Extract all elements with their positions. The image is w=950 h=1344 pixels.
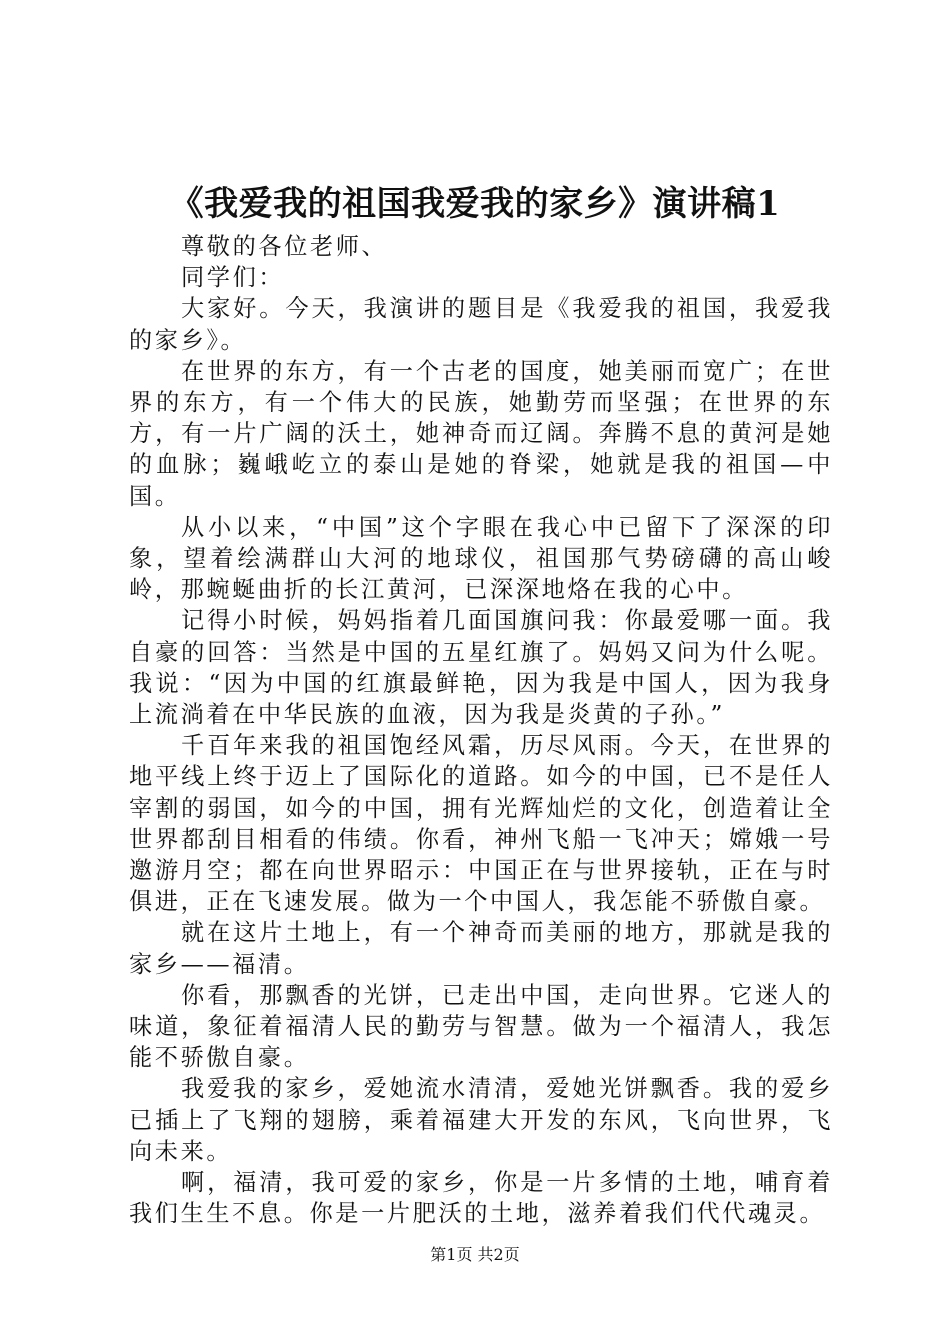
paragraph: 大家好。今天，我演讲的题目是《我爱我的祖国，我爱我的家乡》。: [129, 295, 833, 354]
paragraph: 记得小时候，妈妈指着几面国旗问我：你最爱哪一面。我自豪的回答：当然是中国的五星红旗了。妈妈又问为什么呢。我说：“因为中国的红旗最鲜艳，因为我是中国人，因为我身上流淌着在中华民族的血液，因为我是炎黄的子孙。”: [129, 607, 833, 729]
paragraph: 尊敬的各位老师、: [181, 233, 388, 260]
paragraph: 啊，福清，我可爱的家乡，你是一片多情的土地，哺育着我们生生不息。你是一片肥沃的土地，滋养着我们代代魂灵。: [129, 1169, 833, 1228]
paragraph: 在世界的东方，有一个古老的国度，她美丽而宽广；在世界的东方，有一个伟大的民族，她勤劳而坚强；在世界的东方，有一片广阔的沃土，她神奇而辽阔。奔腾不息的黄河是她的血脉；巍峨屹立的泰山是她的脊梁，她就是我的祖国—中国。: [129, 357, 833, 510]
paragraph: 你看，那飘香的光饼，已走出中国，走向世界。它迷人的味道，象征着福清人民的勤劳与智慧。做为一个福清人，我怎能不骄傲自豪。: [129, 981, 833, 1072]
page-number-footer: 第1页 共2页: [430, 1245, 520, 1264]
document-title: 《我爱我的祖国我爱我的家乡》演讲稿1: [169, 184, 781, 224]
paragraph: 同学们：: [181, 264, 285, 292]
document-body: [129, 231, 833, 1230]
paragraph: 千百年来我的祖国饱经风霜，历尽风雨。今天，在世界的地平线上终于迈上了国际化的道路。如今的中国，已不是任人宰割的弱国，如今的中国，拥有光辉灿烂的文化，创造着让全世界都刮目相看的伟绩。你看，神州飞船一飞冲天；嫦娥一号邀游月空；都在向世界昭示：中国正在与世界接轨，正在与时俱进，正在飞速发展。做为一个中国人，我怎能不骄傲自豪。: [129, 732, 833, 916]
paragraph: 就在这片土地上，有一个神奇而美丽的地方，那就是我的家乡——福清。: [129, 919, 833, 978]
paragraph: 从小以来，“中国”这个字眼在我心中已留下了深深的印象，望着绘满群山大河的地球仪，祖国那气势磅礴的高山峻岭，那蜿蜒曲折的长江黄河，已深深地烙在我的心中。: [129, 513, 833, 604]
paragraph: 我爱我的家乡，爱她流水清清，爱她光饼飘香。我的爱乡已插上了飞翔的翅膀，乘着福建大开发的东风，飞向世界，飞向未来。: [129, 1075, 833, 1165]
